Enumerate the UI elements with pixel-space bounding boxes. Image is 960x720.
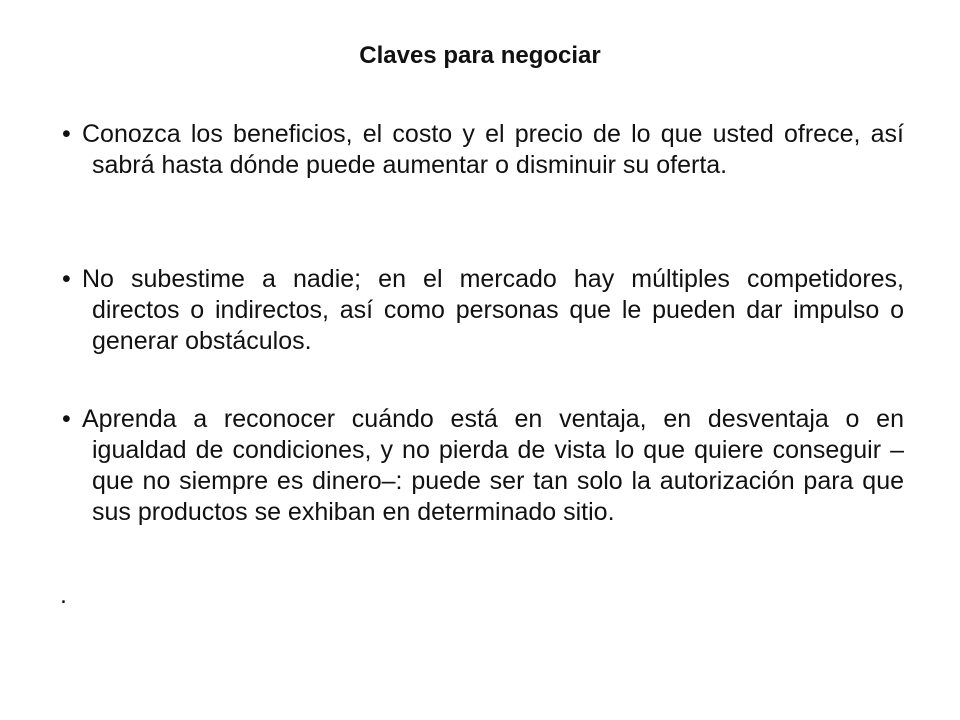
bullet-text: Aprenda a reconocer cuándo está en ventaja, en desventaja o en igualdad de condiciones, y no pierda de vista lo que quiere conseguir –que no siempre es dinero–: puede ser tan solo la autorización para que sus productos se exhiban en determinado sitio.	[82, 405, 904, 526]
bullet-text: No subestime a nadie; en el mercado hay múltiples competidores, directos o indirectos, así como personas que le pueden dar impulso o generar obstáculos.	[82, 265, 904, 355]
bullet-item	[62, 404, 904, 528]
bullet-marker: •	[62, 405, 71, 433]
bullet-item	[62, 264, 904, 357]
bullet-text: Conozca los beneficios, el costo y el precio de lo que usted ofrece, así sabrá hasta dónde puede aumentar o disminuir su oferta.	[82, 120, 904, 179]
trailing-mark: .	[60, 581, 67, 609]
bullet-item	[62, 119, 904, 181]
bullet-marker: •	[62, 120, 71, 148]
slide-title: Claves para negociar	[359, 42, 601, 69]
bullet-marker: •	[62, 265, 71, 293]
